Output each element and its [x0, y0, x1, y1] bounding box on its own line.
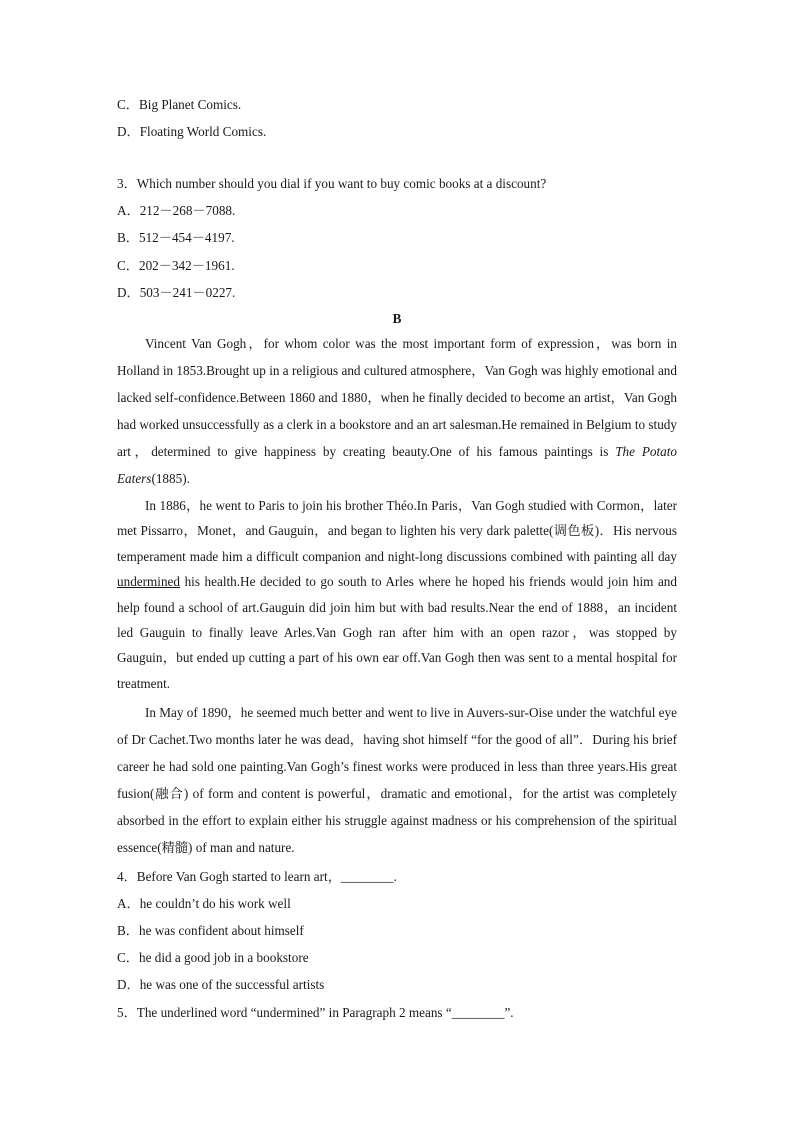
p2-text: In 1886，he went to Paris to join his brother Théo.In Paris，Van Gogh studied with Cormon，later met Pissarro，Monet，and Gauguin，and began to lighten his very dark palette(调色板)．His nervous temperament made him a difficult companion and night-long discussions combined with painting all day: [117, 498, 677, 564]
q5-stem: 5．The underlined word “undermined” in Paragraph 2 means “________”.: [117, 1005, 514, 1020]
q2-option-c: C．Big Planet Comics.: [117, 97, 242, 112]
q2-option-d: D．Floating World Comics.: [117, 124, 267, 139]
p3-text: In May of 1890，he seemed much better and went to live in Auvers-sur-Oise under the watchful eye of Dr Cachet.Two months later he was dead，having shot himself “for the good of all”．During his brief career he had sold one painting.Van Gogh’s finest works were produced in less than three years.His great fusion(融合) of form and content is powerful，dramatic and emotional，for the artist was completely absorbed in the effort to explain either his struggle against madness or his comprehension of the spiritual essence(精髓) of man and nature.: [117, 705, 677, 855]
q3-option-a: A．212－268－7088.: [117, 203, 236, 218]
passage-paragraph-2: [117, 493, 677, 696]
q4-option-a: A．he couldn’t do his work well: [117, 896, 291, 911]
passage-paragraph-1: [117, 330, 677, 492]
q4-stem: 4．Before Van Gogh started to learn art，________.: [117, 869, 397, 884]
q3-stem: 3．Which number should you dial if you want to buy comic books at a discount?: [117, 176, 547, 191]
p2-text-end: his health.He decided to go south to Arles where he hoped his friends would join him and help found a school of art.Gauguin did join him but with bad results.Near the end of 1888，an incident led Gauguin to finally leave Arles.Van Gogh ran after him with an open razor，was stopped by Gauguin，but ended up cutting a part of his own ear off.Van Gogh then was sent to a mental hospital for treatment.: [117, 574, 677, 691]
q4-option-d: D．he was one of the successful artists: [117, 977, 325, 992]
passage-paragraph-3: [117, 699, 677, 861]
underlined-word: undermined: [117, 574, 180, 590]
q3-option-c: C．202－342－1961.: [117, 258, 235, 273]
q3-option-b: B．512－454－4197.: [117, 230, 235, 245]
p1-text-end: (1885).: [151, 471, 190, 486]
p1-text: Vincent Van Gogh，for whom color was the most important form of expression，was born in Holland in 1853.Brought up in a religious and cultured atmosphere，Van Gogh was highly emotional and lacked self-confidence.Between 1860 and 1880，when he finally decided to become an artist，Van Gogh had worked unsuccessfully as a clerk in a bookstore and an art salesman.He remained in Belgium to study art，determined to give happiness by creating beauty.One of his famous paintings is: [117, 336, 677, 459]
section-heading: B: [392, 311, 402, 326]
q4-option-b: B．he was confident about himself: [117, 923, 304, 938]
q3-option-d: D．503－241－0227.: [117, 285, 236, 300]
q4-option-c: C．he did a good job in a bookstore: [117, 950, 309, 965]
painting-title: The Potato Eaters: [117, 444, 677, 486]
